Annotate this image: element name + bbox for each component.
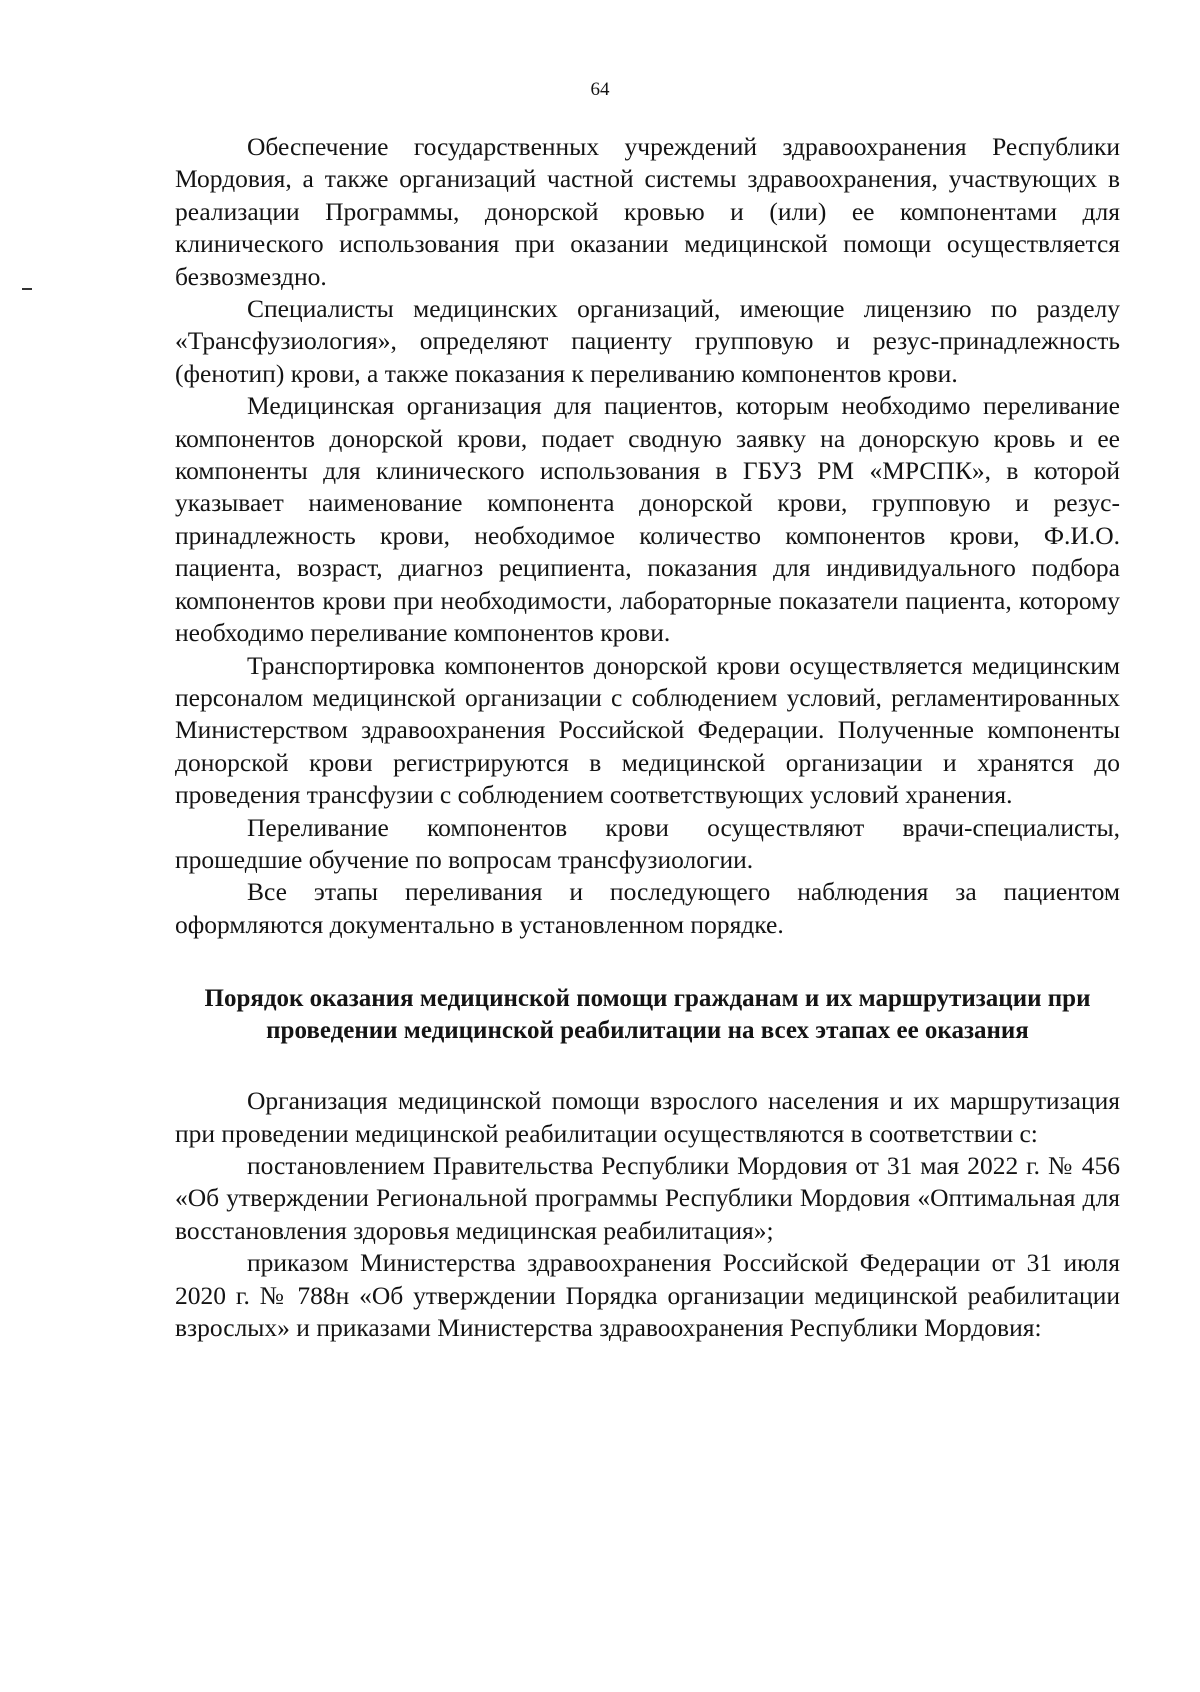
paragraph: Все этапы переливания и последующего наблюдения за пациентом оформляются документально в установленном порядке. [175, 877, 1120, 939]
scan-artifact-mark [22, 288, 32, 290]
paragraph: Обеспечение государственных учреждений здравоохранения Республики Мордовия, а также организаций частной системы здравоохранения, участвующих в реализации Программы, донорской кровью и (или) ее компонентами для клинического использования при оказании медицинской помощи осуществляется безвозмездно. [175, 132, 1120, 291]
paragraph: Медицинская организация для пациентов, которым необходимо переливание компонентов донорской крови, подает сводную заявку на донорскую кровь и ее компоненты для клинического использования в ГБУЗ РМ «МРСПК», в которой указывает наименование компонента донорской крови, групповую и резус-принадлежность крови, необходимое количество компонентов крови, Ф.И.О. пациента, возраст, диагноз реципиента, показания для индивидуального подбора компонентов крови при необходимости, лабораторные показатели пациента, которому необходимо переливание компонентов крови. [175, 391, 1120, 648]
paragraph: Транспортировка компонентов донорской крови осуществляется медицинским персоналом медицинской организации с соблюдением условий, регламентированных Министерством здравоохранения Российской Федерации. Полученные компоненты донорской крови регистрируются в медицинской организации и хранятся до проведения трансфузии с соблюдением соответствующих условий хранения. [175, 650, 1120, 810]
document-body [175, 131, 1120, 1344]
section-title: Порядок оказания медицинской помощи гражданам и их маршрутизации при проведении медицинской реабилитации на всех этапах ее оказания [204, 985, 1091, 1045]
paragraph: Переливание компонентов крови осуществляют врачи-специалисты, прошедшие обучение по вопросам трансфузиологии. [175, 812, 1120, 874]
paragraph: Специалисты медицинских организаций, имеющие лицензию по разделу «Трансфузиология», определяют пациенту групповую и резус-принадлежность (фенотип) крови, а также показания к переливанию компонентов крови. [175, 294, 1120, 388]
paragraph: приказом Министерства здравоохранения Российской Федерации от 31 июля 2020 г. № 788н «Об утверждении Порядка организации медицинской реабилитации взрослых» и приказами Министерства здравоохранения Республики Мордовия: [175, 1248, 1120, 1342]
page-number: 64 [590, 79, 610, 100]
paragraph: постановлением Правительства Республики Мордовия от 31 мая 2022 г. № 456 «Об утверждении Региональной программы Республики Мордовия «Оптимальная для восстановления здоровья медицинская реабилитация»; [175, 1150, 1120, 1245]
paragraph: Организация медицинской помощи взрослого населения и их маршрутизация при проведении медицинской реабилитации осуществляются в соответствии с: [175, 1086, 1120, 1148]
